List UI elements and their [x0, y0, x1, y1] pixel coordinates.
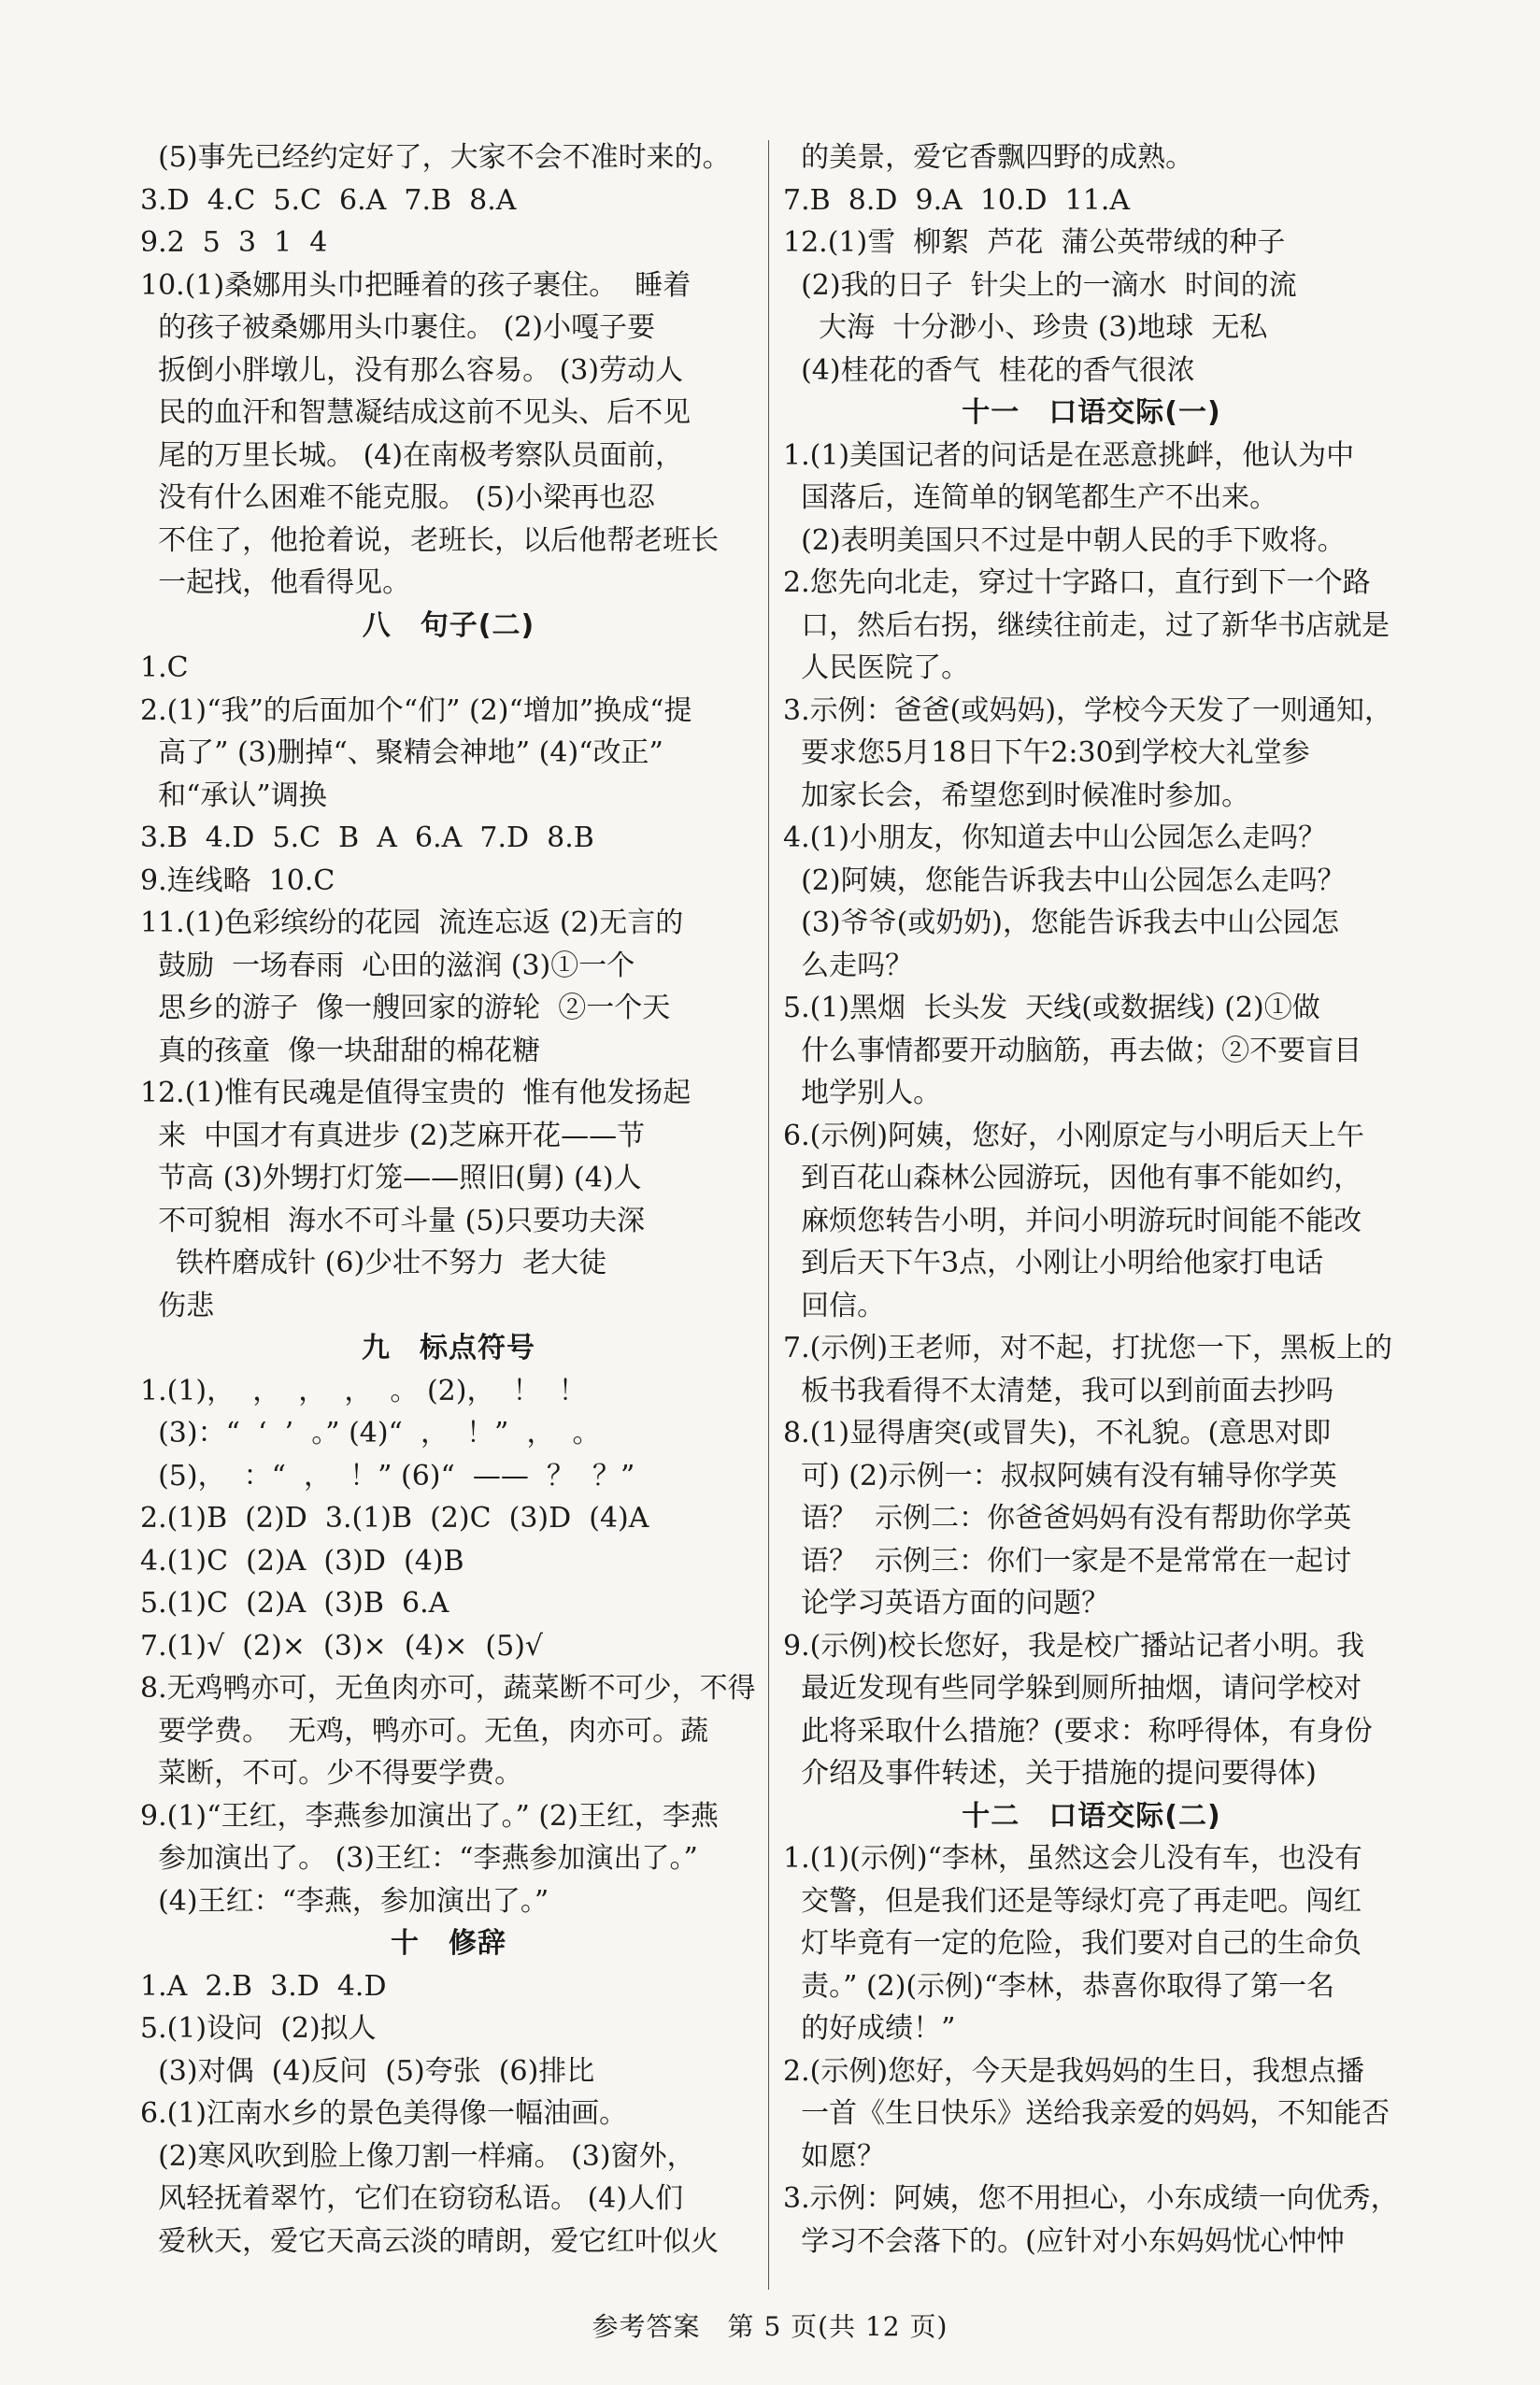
answer-line: 口，然后右拐，继续往前走，过了新华书店就是 [783, 608, 1390, 642]
answer-line: 到百花山森林公园游玩，因他有事不能如约， [783, 1162, 1362, 1194]
answer-line: 灯毕竟有一定的危险，我们要对自己的生命负 [783, 1927, 1362, 1960]
answer-line: (3)：“ ‘ ’ 。” (4)“ ， ！” ， 。 [140, 1417, 601, 1450]
answer-line: 8.无鸡鸭亦可，无鱼肉亦可，蔬菜断不可少，不得 [140, 1672, 756, 1705]
answer-line: 一首《生日快乐》送给我亲爱的妈妈，不知能否 [783, 2097, 1390, 2130]
answer-line: 5.(1)设问 (2)拟人 [140, 2012, 377, 2045]
answer-line: (5)， ：“ ， ！” (6)“ —— ？ ？” [140, 1459, 635, 1492]
answer-line: 加家长会，希望您到时候准时参加。 [783, 778, 1250, 812]
answer-line: 板书我看得不太清楚，我可以到前面去抄吗 [783, 1374, 1334, 1407]
answer-line: (3)对偶 (4)反问 (5)夸张 (6)排比 [140, 2054, 595, 2088]
answer-line: 回信。 [783, 1289, 886, 1322]
answer-line: 9.2 5 3 1 4 [140, 226, 328, 259]
answer-line: 2.(1)B (2)D 3.(1)B (2)C (3)D (4)A [140, 1502, 649, 1535]
answer-line: 4.(1)C (2)A (3)D (4)B [140, 1544, 464, 1578]
answer-line: 最近发现有些同学躲到厕所抽烟，请问学校对 [783, 1672, 1362, 1705]
answer-line: 没有什么困难不能克服。 (5)小梁再也忍 [140, 481, 656, 514]
section-heading: 十一 口语交际(一) [962, 396, 1221, 429]
answer-line: (2)我的日子 针尖上的一滴水 时间的流 [783, 268, 1297, 302]
answer-line: 的美景，爱它香飘四野的成熟。 [783, 141, 1194, 174]
answer-line: 1.(1)美国记者的问话是在恶意挑衅，他认为中 [783, 438, 1355, 472]
answer-line: 要学费。 无鸡，鸭亦可。无鱼，肉亦可。蔬 [140, 1714, 709, 1748]
answer-line: 7.(1)√ (2)× (3)× (4)× (5)√ [140, 1629, 544, 1663]
answer-line: (2)表明美国只不过是中朝人民的手下败将。 [783, 523, 1346, 557]
answer-line: 4.(1)小朋友，你知道去中山公园怎么走吗？ [783, 821, 1327, 854]
column-divider [768, 140, 769, 2290]
answer-line: 9.连线略 10.C [140, 864, 335, 897]
page-footer: 参考答案 第 5 页(共 12 页) [592, 2311, 948, 2342]
answer-line: 可) (2)示例一：叔叔阿姨有没有辅导你学英 [783, 1459, 1337, 1492]
answer-line: 风轻抚着翠竹，它们在窃窃私语。 (4)人们 [140, 2182, 684, 2215]
answer-line: 来 中国才有真进步 (2)芝麻开花——节 [140, 1119, 646, 1152]
answer-line: 11.(1)色彩缤纷的花园 流连忘返 (2)无言的 [140, 907, 684, 939]
answer-line: (3)爷爷(或奶奶)，您能告诉我去中山公园怎 [783, 907, 1339, 939]
answer-line: 论学习英语方面的问题？ [783, 1587, 1110, 1620]
answer-line: 不可貌相 海水不可斗量 (5)只要功夫深 [140, 1204, 646, 1237]
answer-line: 3.示例：爸爸(或妈妈)，学校今天发了一则通知， [783, 693, 1393, 727]
answer-line: 高了” (3)删掉“、聚精会神地” (4)“改正” [140, 736, 663, 769]
section-heading: 十 修辞 [391, 1927, 506, 1960]
answer-line: 爱秋天，爱它天高云淡的晴朗，爱它红叶似火 [140, 2224, 720, 2258]
answer-line: 民的血汗和智慧凝结成这前不见头、后不见 [140, 396, 692, 429]
answer-line: 一起找，他看得见。 [140, 566, 411, 599]
answer-line: 5.(1)C (2)A (3)B 6.A [140, 1587, 449, 1620]
answer-line: 7.(示例)王老师，对不起，打扰您一下，黑板上的 [783, 1332, 1393, 1364]
answer-line: (5)事先已经约定好了，大家不会不准时来的。 [140, 141, 731, 174]
answer-line: 1.(1)， ， ， ， 。 (2)， ！ ！ [140, 1374, 587, 1407]
right-column [783, 136, 1400, 2263]
answer-line: 3.B 4.D 5.C B A 6.A 7.D 8.B [140, 821, 594, 854]
answer-line: 不住了，他抢着说，老班长，以后他帮老班长 [140, 523, 720, 557]
answer-line: (2)阿姨，您能告诉我去中山公园怎么走吗？ [783, 864, 1346, 897]
answer-line: (4)王红：“李燕，参加演出了。” [140, 1884, 549, 1918]
answer-line: 2.(示例)您好，今天是我妈妈的生日，我想点播 [783, 2054, 1365, 2088]
answer-line: 1.(1)(示例)“李林，虽然这会儿没有车，也没有 [783, 1842, 1362, 1875]
answer-line: 12.(1)惟有民魂是值得宝贵的 惟有他发扬起 [140, 1077, 692, 1109]
answer-line: 伤悲 [140, 1289, 215, 1322]
answer-line: 大海 十分渺小、珍贵 (3)地球 无私 [783, 311, 1268, 344]
answer-line: 扳倒小胖墩儿，没有那么容易。 (3)劳动人 [140, 353, 684, 387]
answer-line: 语？ 示例三：你们一家是不是常常在一起讨 [783, 1544, 1352, 1578]
answer-line: 到后天下午3点，小刚让小明给他家打电话 [783, 1247, 1324, 1279]
answer-line: 1.C [140, 651, 189, 684]
answer-line: 的好成绩！” [783, 2012, 956, 2045]
answer-line: 介绍及事件转述，关于措施的提问要得体) [783, 1757, 1317, 1790]
answer-line: 1.A 2.B 3.D 4.D [140, 1969, 387, 2003]
answer-line: 要求您5月18日下午2:30到学校大礼堂参 [783, 736, 1310, 769]
answer-line: 国落后，连简单的钢笔都生产不出来。 [783, 481, 1278, 514]
answer-line: 12.(1)雪 柳絮 芦花 蒲公英带绒的种子 [783, 226, 1286, 259]
answer-line: 参加演出了。 (3)王红：“李燕参加演出了。” [140, 1842, 698, 1875]
answer-line: 麻烦您转告小明，并问小明游玩时间能不能改 [783, 1204, 1362, 1237]
left-column [140, 136, 757, 2263]
answer-line: 10.(1)桑娜用头巾把睡着的孩子裹住。 睡着 [140, 268, 692, 302]
answer-line: 9.(示例)校长您好，我是校广播站记者小明。我 [783, 1629, 1365, 1663]
answer-line: 学习不会落下的。(应针对小东妈妈忧心忡忡 [783, 2224, 1345, 2258]
answer-line: 和“承认”调换 [140, 778, 327, 812]
answer-line: 3.D 4.C 5.C 6.A 7.B 8.A [140, 183, 517, 217]
answer-line: (2)寒风吹到脸上像刀割一样痛。 (3)窗外， [140, 2139, 695, 2173]
answer-line: 9.(1)“王红，李燕参加演出了。” (2)王红，李燕 [140, 1799, 719, 1833]
answer-line: 6.(1)江南水乡的景色美得像一幅油画。 [140, 2097, 628, 2130]
answer-line: 人民医院了。 [783, 651, 970, 684]
answer-line: 地学别人。 [783, 1077, 942, 1109]
answer-line: 铁杵磨成针 (6)少壮不努力 老大徒 [140, 1247, 607, 1279]
answer-line: 7.B 8.D 9.A 10.D 11.A [783, 183, 1131, 217]
answer-line: 8.(1)显得唐突(或冒失)，不礼貌。(意思对即 [783, 1417, 1332, 1450]
answer-line: 2.您先向北走，穿过十字路口，直行到下一个路 [783, 566, 1371, 599]
answer-line: 此将采取什么措施？(要求：称呼得体，有身份 [783, 1714, 1373, 1748]
answer-line: 6.(示例)阿姨，您好，小刚原定与小明后天上午 [783, 1119, 1365, 1152]
answer-line: 思乡的游子 像一艘回家的游轮 ②一个天 [140, 992, 671, 1024]
answer-line: 真的孩童 像一块甜甜的棉花糖 [140, 1034, 541, 1067]
answer-line: 菜断，不可。少不得要学费。 [140, 1757, 523, 1790]
answer-line: 节高 (3)外甥打灯笼——照旧(舅) (4)人 [140, 1162, 642, 1194]
answer-line: 交警，但是我们还是等绿灯亮了再走吧。闯红 [783, 1884, 1362, 1918]
answer-line: 如愿？ [783, 2139, 886, 2173]
section-heading: 十二 口语交际(二) [962, 1799, 1221, 1833]
answer-line: 么走吗？ [783, 949, 914, 982]
answer-line: 什么事情都要开动脑筋，再去做；②不要盲目 [783, 1034, 1362, 1067]
answer-line: 鼓励 一场春雨 心田的滋润 (3)①一个 [140, 949, 635, 982]
answer-line: 的孩子被桑娜用头巾裹住。 (2)小嘎子要 [140, 311, 656, 344]
answer-line: 责。” (2)(示例)“李林，恭喜你取得了第一名 [783, 1969, 1335, 2003]
answer-line: 2.(1)“我”的后面加个“们” (2)“增加”换成“提 [140, 693, 692, 727]
answer-line: 语？ 示例二：你爸爸妈妈有没有帮助你学英 [783, 1502, 1352, 1535]
answer-line: 5.(1)黑烟 长头发 天线(或数据线) (2)①做 [783, 992, 1320, 1024]
answer-line: 3.示例：阿姨，您不用担心，小东成绩一向优秀， [783, 2182, 1399, 2215]
section-heading: 九 标点符号 [362, 1332, 535, 1364]
answer-line: 尾的万里长城。 (4)在南极考察队员面前， [140, 438, 684, 472]
answer-line: (4)桂花的香气 桂花的香气很浓 [783, 353, 1195, 387]
section-heading: 八 句子(二) [362, 608, 535, 642]
